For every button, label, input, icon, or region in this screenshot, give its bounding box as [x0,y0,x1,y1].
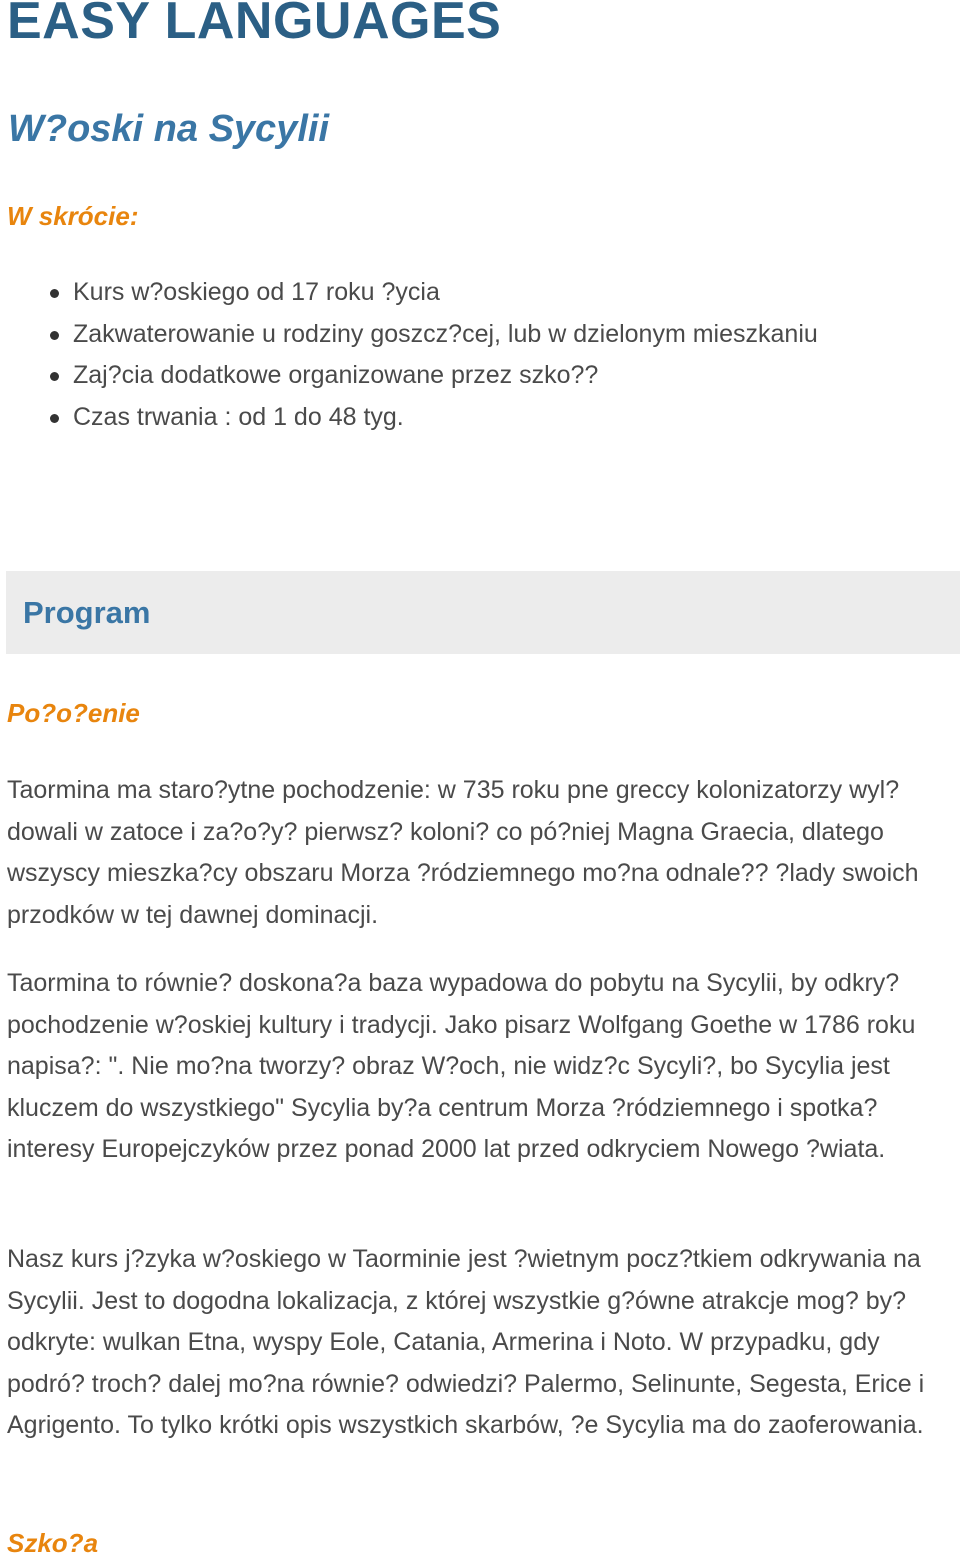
program-section-band [6,571,960,654]
program-heading: Program [23,595,151,630]
location-paragraph-1: Taormina ma staro?ytne pochodzenie: w 735 roku pne greccy kolonizatorzy wyl?dowali w zatoce i za?o?y? pierwsz? koloni? co pó?niej Magna Graecia, dlatego wszyscy mieszka?cy obszaru Morza ?ródziemnego mo?na odnale?? ?lady swoich przodków w tej dawnej dominacji. [7,776,919,929]
list-item [0,272,818,314]
list-item-text: Czas trwania : od 1 do 48 tyg. [73,402,404,431]
list-item [0,397,818,439]
list-item-text: Kurs w?oskiego od 17 roku ?ycia [73,278,440,306]
summary-list [0,272,818,438]
location-paragraph-2: Taormina to równie? doskona?a baza wypadowa do pobytu na Sycylii, by odkry? pochodzenie w?oskiej kultury i tradycji. Jako pisarz Wolfgang Goethe w 1786 roku napisa?: ". Nie mo?na tworzy? obraz W?och, nie widz?c Sycyli?, bo Sycylia jest kluczem do wszystkiego" Sycylia by?a centrum Morza ?ródziemnego i spotka? interesy Europejczyków przez ponad 2000 lat przed odkryciem Nowego ?wiata. [7,969,916,1163]
school-heading: Szko?a [7,1528,99,1558]
list-item [0,314,818,356]
location-heading: Po?o?enie [7,698,140,728]
page-title: W?oski na Sycylii [8,108,329,150]
site-brand: EASY LANGUAGES [7,0,502,50]
bullet-icon [50,414,59,423]
bullet-icon [50,372,59,381]
list-item-text: Zaj?cia dodatkowe organizowane przez szko?? [73,361,599,389]
location-paragraph-3: Nasz kurs j?zyka w?oskiego w Taorminie jest ?wietnym pocz?tkiem odkrywania na Sycylii. Jest to dogodna lokalizacja, z której wszystkie g?ówne atrakcje mog? by? odkryte: wulkan Etna, wyspy Eole, Catania, Armerina i Noto. W przypadku, gdy podró? troch? dalej mo?na równie? odwiedzi? Palermo, Selinunte, Segesta, Erice i Agrigento. To tylko krótki opis wszystkich skarbów, ?e Sycylia ma do zaoferowania. [7,1245,925,1439]
list-item [0,355,818,397]
bullet-icon [50,331,59,340]
bullet-icon [50,289,59,298]
list-item-text: Zakwaterowanie u rodziny goszcz?cej, lub w dzielonym mieszkaniu [73,319,818,348]
summary-heading: W skrócie: [7,201,139,231]
